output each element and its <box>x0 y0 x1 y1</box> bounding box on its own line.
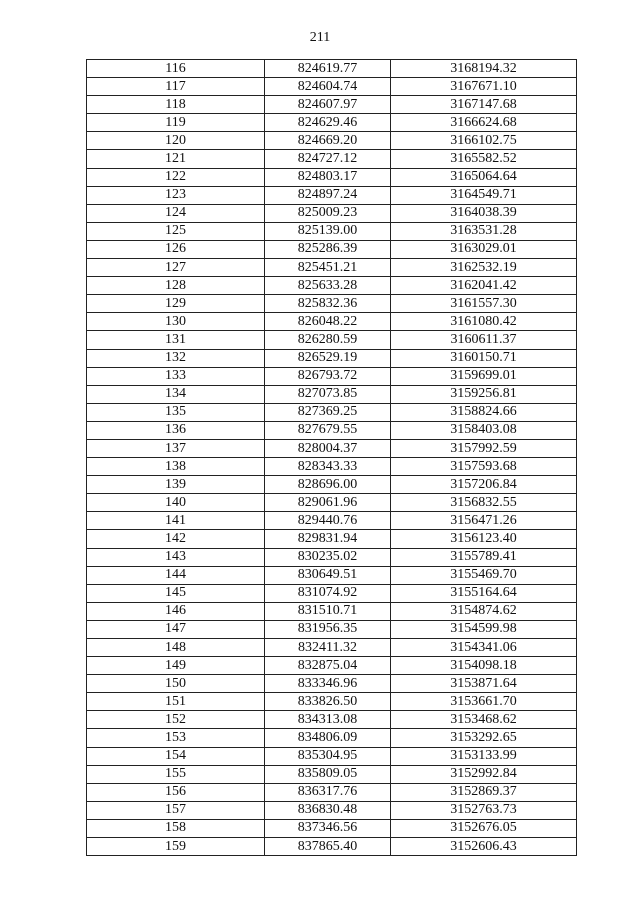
point-number-cell: 148 <box>87 639 265 657</box>
point-number-cell: 149 <box>87 657 265 675</box>
y-coordinate-cell: 3152992.84 <box>391 765 577 783</box>
point-number-cell: 116 <box>87 60 265 78</box>
y-coordinate-cell: 3153871.64 <box>391 675 577 693</box>
point-number-cell: 121 <box>87 150 265 168</box>
y-coordinate-cell: 3165064.64 <box>391 168 577 186</box>
table-row <box>87 313 577 331</box>
x-coordinate-cell: 837346.56 <box>265 819 391 837</box>
table-row <box>87 168 577 186</box>
y-coordinate-cell: 3157992.59 <box>391 439 577 457</box>
y-coordinate-cell: 3153133.99 <box>391 747 577 765</box>
point-number-cell: 155 <box>87 765 265 783</box>
y-coordinate-cell: 3152763.73 <box>391 801 577 819</box>
table-row <box>87 349 577 367</box>
point-number-cell: 122 <box>87 168 265 186</box>
table-row <box>87 78 577 96</box>
point-number-cell: 147 <box>87 620 265 638</box>
y-coordinate-cell: 3152869.37 <box>391 783 577 801</box>
point-number-cell: 150 <box>87 675 265 693</box>
y-coordinate-cell: 3160150.71 <box>391 349 577 367</box>
x-coordinate-cell: 825286.39 <box>265 240 391 258</box>
point-number-cell: 126 <box>87 240 265 258</box>
y-coordinate-cell: 3158824.66 <box>391 403 577 421</box>
table-row <box>87 403 577 421</box>
table-row <box>87 421 577 439</box>
point-number-cell: 152 <box>87 711 265 729</box>
y-coordinate-cell: 3163531.28 <box>391 222 577 240</box>
table-row <box>87 240 577 258</box>
point-number-cell: 135 <box>87 403 265 421</box>
table-row <box>87 838 577 856</box>
table-row <box>87 367 577 385</box>
table-row <box>87 711 577 729</box>
point-number-cell: 151 <box>87 693 265 711</box>
x-coordinate-cell: 827369.25 <box>265 403 391 421</box>
y-coordinate-cell: 3167147.68 <box>391 96 577 114</box>
x-coordinate-cell: 828004.37 <box>265 439 391 457</box>
table-row <box>87 204 577 222</box>
x-coordinate-cell: 837865.40 <box>265 838 391 856</box>
x-coordinate-cell: 825451.21 <box>265 259 391 277</box>
coordinate-table <box>86 59 577 856</box>
table-row <box>87 96 577 114</box>
y-coordinate-cell: 3168194.32 <box>391 60 577 78</box>
table-row <box>87 729 577 747</box>
table-row <box>87 819 577 837</box>
point-number-cell: 128 <box>87 277 265 295</box>
x-coordinate-cell: 832411.32 <box>265 639 391 657</box>
coordinate-table-body <box>87 60 577 856</box>
point-number-cell: 117 <box>87 78 265 96</box>
point-number-cell: 144 <box>87 566 265 584</box>
x-coordinate-cell: 830649.51 <box>265 566 391 584</box>
x-coordinate-cell: 834313.08 <box>265 711 391 729</box>
table-row <box>87 277 577 295</box>
table-row <box>87 657 577 675</box>
x-coordinate-cell: 826529.19 <box>265 349 391 367</box>
point-number-cell: 131 <box>87 331 265 349</box>
y-coordinate-cell: 3154098.18 <box>391 657 577 675</box>
table-row <box>87 693 577 711</box>
y-coordinate-cell: 3160611.37 <box>391 331 577 349</box>
point-number-cell: 153 <box>87 729 265 747</box>
x-coordinate-cell: 825832.36 <box>265 295 391 313</box>
table-row <box>87 801 577 819</box>
point-number-cell: 123 <box>87 186 265 204</box>
point-number-cell: 136 <box>87 421 265 439</box>
y-coordinate-cell: 3164549.71 <box>391 186 577 204</box>
x-coordinate-cell: 831510.71 <box>265 602 391 620</box>
table-row <box>87 259 577 277</box>
y-coordinate-cell: 3152606.43 <box>391 838 577 856</box>
point-number-cell: 146 <box>87 602 265 620</box>
point-number-cell: 120 <box>87 132 265 150</box>
point-number-cell: 157 <box>87 801 265 819</box>
point-number-cell: 156 <box>87 783 265 801</box>
x-coordinate-cell: 828343.33 <box>265 458 391 476</box>
table-row <box>87 512 577 530</box>
table-row <box>87 747 577 765</box>
x-coordinate-cell: 827073.85 <box>265 385 391 403</box>
x-coordinate-cell: 824604.74 <box>265 78 391 96</box>
point-number-cell: 132 <box>87 349 265 367</box>
point-number-cell: 159 <box>87 838 265 856</box>
y-coordinate-cell: 3155789.41 <box>391 548 577 566</box>
point-number-cell: 139 <box>87 476 265 494</box>
x-coordinate-cell: 824669.20 <box>265 132 391 150</box>
point-number-cell: 137 <box>87 439 265 457</box>
x-coordinate-cell: 824803.17 <box>265 168 391 186</box>
table-row <box>87 765 577 783</box>
x-coordinate-cell: 824607.97 <box>265 96 391 114</box>
y-coordinate-cell: 3154874.62 <box>391 602 577 620</box>
x-coordinate-cell: 833346.96 <box>265 675 391 693</box>
table-row <box>87 132 577 150</box>
y-coordinate-cell: 3164038.39 <box>391 204 577 222</box>
page-number: 211 <box>309 30 331 45</box>
x-coordinate-cell: 824619.77 <box>265 60 391 78</box>
y-coordinate-cell: 3153468.62 <box>391 711 577 729</box>
table-row <box>87 639 577 657</box>
x-coordinate-cell: 829831.94 <box>265 530 391 548</box>
table-row <box>87 494 577 512</box>
table-row <box>87 566 577 584</box>
point-number-cell: 145 <box>87 584 265 602</box>
y-coordinate-cell: 3155164.64 <box>391 584 577 602</box>
y-coordinate-cell: 3158403.08 <box>391 421 577 439</box>
point-number-cell: 141 <box>87 512 265 530</box>
y-coordinate-cell: 3154341.06 <box>391 639 577 657</box>
point-number-cell: 133 <box>87 367 265 385</box>
x-coordinate-cell: 834806.09 <box>265 729 391 747</box>
x-coordinate-cell: 824897.24 <box>265 186 391 204</box>
table-row <box>87 476 577 494</box>
point-number-cell: 134 <box>87 385 265 403</box>
x-coordinate-cell: 826793.72 <box>265 367 391 385</box>
x-coordinate-cell: 833826.50 <box>265 693 391 711</box>
table-row <box>87 783 577 801</box>
x-coordinate-cell: 836317.76 <box>265 783 391 801</box>
x-coordinate-cell: 824727.12 <box>265 150 391 168</box>
point-number-cell: 124 <box>87 204 265 222</box>
x-coordinate-cell: 828696.00 <box>265 476 391 494</box>
table-row <box>87 114 577 132</box>
x-coordinate-cell: 829440.76 <box>265 512 391 530</box>
table-row <box>87 150 577 168</box>
table-row <box>87 222 577 240</box>
point-number-cell: 158 <box>87 819 265 837</box>
y-coordinate-cell: 3156832.55 <box>391 494 577 512</box>
x-coordinate-cell: 835304.95 <box>265 747 391 765</box>
point-number-cell: 138 <box>87 458 265 476</box>
table-row <box>87 458 577 476</box>
point-number-cell: 130 <box>87 313 265 331</box>
point-number-cell: 119 <box>87 114 265 132</box>
y-coordinate-cell: 3159256.81 <box>391 385 577 403</box>
y-coordinate-cell: 3157206.84 <box>391 476 577 494</box>
x-coordinate-cell: 831074.92 <box>265 584 391 602</box>
y-coordinate-cell: 3162041.42 <box>391 277 577 295</box>
x-coordinate-cell: 827679.55 <box>265 421 391 439</box>
x-coordinate-cell: 835809.05 <box>265 765 391 783</box>
table-row <box>87 60 577 78</box>
y-coordinate-cell: 3163029.01 <box>391 240 577 258</box>
x-coordinate-cell: 829061.96 <box>265 494 391 512</box>
table-row <box>87 620 577 638</box>
table-row <box>87 675 577 693</box>
y-coordinate-cell: 3165582.52 <box>391 150 577 168</box>
point-number-cell: 125 <box>87 222 265 240</box>
x-coordinate-cell: 836830.48 <box>265 801 391 819</box>
table-row <box>87 186 577 204</box>
x-coordinate-cell: 825633.28 <box>265 277 391 295</box>
x-coordinate-cell: 831956.35 <box>265 620 391 638</box>
x-coordinate-cell: 825009.23 <box>265 204 391 222</box>
point-number-cell: 143 <box>87 548 265 566</box>
y-coordinate-cell: 3157593.68 <box>391 458 577 476</box>
x-coordinate-cell: 826280.59 <box>265 331 391 349</box>
table-row <box>87 602 577 620</box>
point-number-cell: 127 <box>87 259 265 277</box>
x-coordinate-cell: 826048.22 <box>265 313 391 331</box>
point-number-cell: 154 <box>87 747 265 765</box>
table-row <box>87 584 577 602</box>
point-number-cell: 118 <box>87 96 265 114</box>
y-coordinate-cell: 3154599.98 <box>391 620 577 638</box>
point-number-cell: 140 <box>87 494 265 512</box>
y-coordinate-cell: 3153292.65 <box>391 729 577 747</box>
y-coordinate-cell: 3152676.05 <box>391 819 577 837</box>
x-coordinate-cell: 830235.02 <box>265 548 391 566</box>
y-coordinate-cell: 3162532.19 <box>391 259 577 277</box>
y-coordinate-cell: 3167671.10 <box>391 78 577 96</box>
y-coordinate-cell: 3161080.42 <box>391 313 577 331</box>
y-coordinate-cell: 3159699.01 <box>391 367 577 385</box>
y-coordinate-cell: 3156123.40 <box>391 530 577 548</box>
y-coordinate-cell: 3166102.75 <box>391 132 577 150</box>
point-number-cell: 129 <box>87 295 265 313</box>
table-row <box>87 331 577 349</box>
x-coordinate-cell: 825139.00 <box>265 222 391 240</box>
x-coordinate-cell: 824629.46 <box>265 114 391 132</box>
x-coordinate-cell: 832875.04 <box>265 657 391 675</box>
table-row <box>87 385 577 403</box>
y-coordinate-cell: 3156471.26 <box>391 512 577 530</box>
table-row <box>87 530 577 548</box>
point-number-cell: 142 <box>87 530 265 548</box>
table-row <box>87 439 577 457</box>
y-coordinate-cell: 3161557.30 <box>391 295 577 313</box>
y-coordinate-cell: 3153661.70 <box>391 693 577 711</box>
table-row <box>87 548 577 566</box>
table-row <box>87 295 577 313</box>
y-coordinate-cell: 3155469.70 <box>391 566 577 584</box>
y-coordinate-cell: 3166624.68 <box>391 114 577 132</box>
